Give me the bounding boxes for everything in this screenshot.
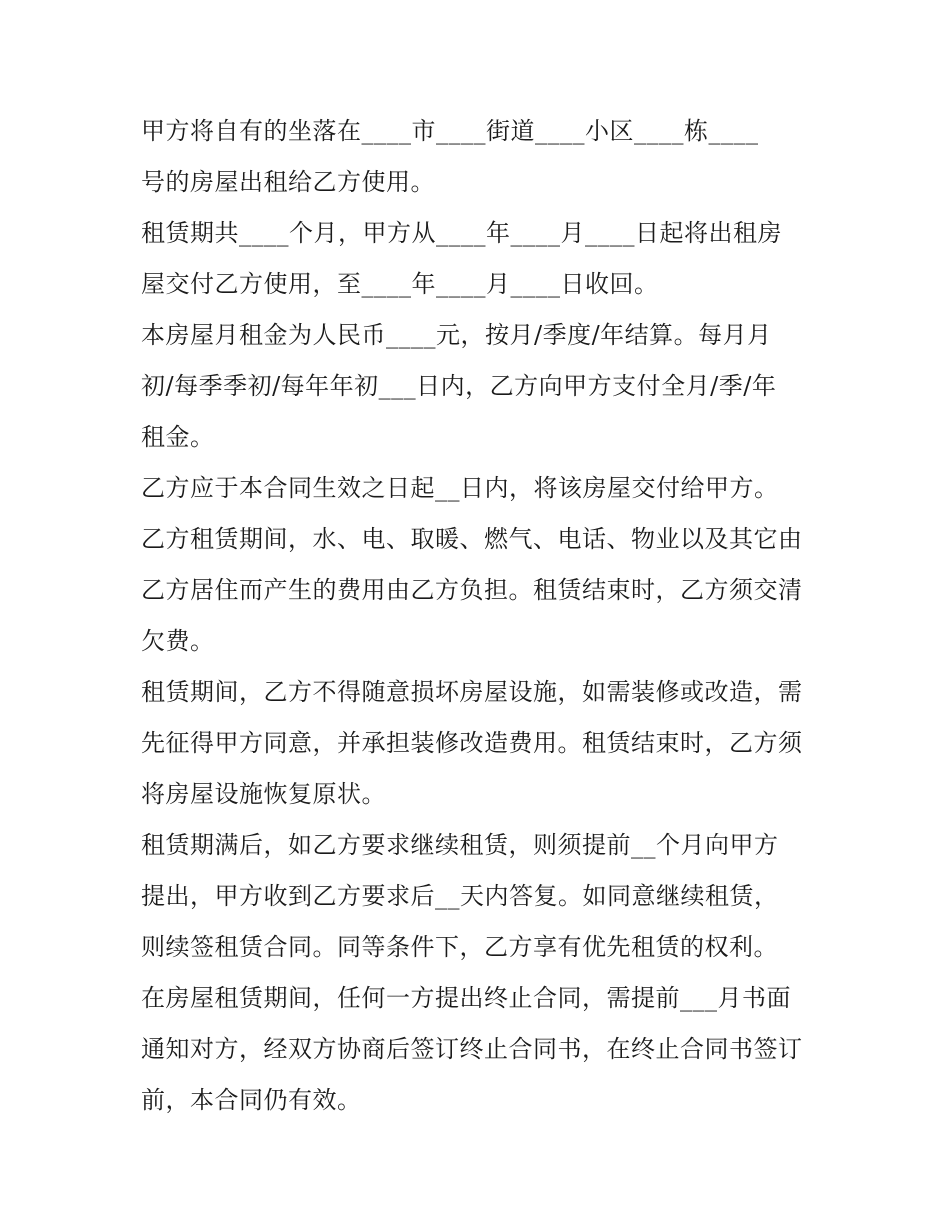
text-line: 欠费。	[141, 627, 215, 655]
document-body	[141, 106, 821, 1126]
text-line: 前，本合同仍有效。	[141, 1086, 362, 1114]
text-line: 提出，甲方收到乙方要求后__天内答复。如同意继续租赁，	[141, 882, 779, 910]
text-line: 通知对方，经双方协商后签订终止合同书，在终止合同书签订	[141, 1035, 803, 1063]
text-line: 号的房屋出租给乙方使用。	[141, 168, 435, 196]
text-line: 甲方将自有的坐落在____市____街道____小区____栋____	[141, 117, 759, 145]
text-line: 租赁期满后，如乙方要求继续租赁，则须提前__个月向甲方	[141, 831, 779, 859]
text-line: 将房屋设施恢复原状。	[141, 780, 386, 808]
text-line: 租赁期共____个月，甲方从____年____月____日起将出租房	[141, 219, 782, 247]
text-line: 乙方租赁期间，水、电、取暖、燃气、电话、物业以及其它由	[141, 525, 803, 553]
text-line: 先征得甲方同意，并承担装修改造费用。租赁结束时，乙方须	[141, 729, 803, 757]
text-line: 初/每季季初/每年年初___日内，乙方向甲方支付全月/季/年	[141, 372, 777, 400]
text-line: 则续签租赁合同。同等条件下，乙方享有优先租赁的权利。	[141, 933, 778, 961]
text-line: 在房屋租赁期间，任何一方提出终止合同，需提前___月书面	[141, 984, 791, 1012]
text-line: 乙方居住而产生的费用由乙方负担。租赁结束时，乙方须交清	[141, 576, 803, 604]
text-line: 屋交付乙方使用，至____年____月____日收回。	[141, 270, 659, 298]
text-line: 租赁期间，乙方不得随意损坏房屋设施，如需装修或改造，需	[141, 678, 803, 706]
text-line: 本房屋月租金为人民币____元，按月/季度/年结算。每月月	[141, 321, 772, 349]
text-line: 租金。	[141, 423, 215, 451]
text-line: 乙方应于本合同生效之日起__日内，将该房屋交付给甲方。	[141, 474, 779, 502]
